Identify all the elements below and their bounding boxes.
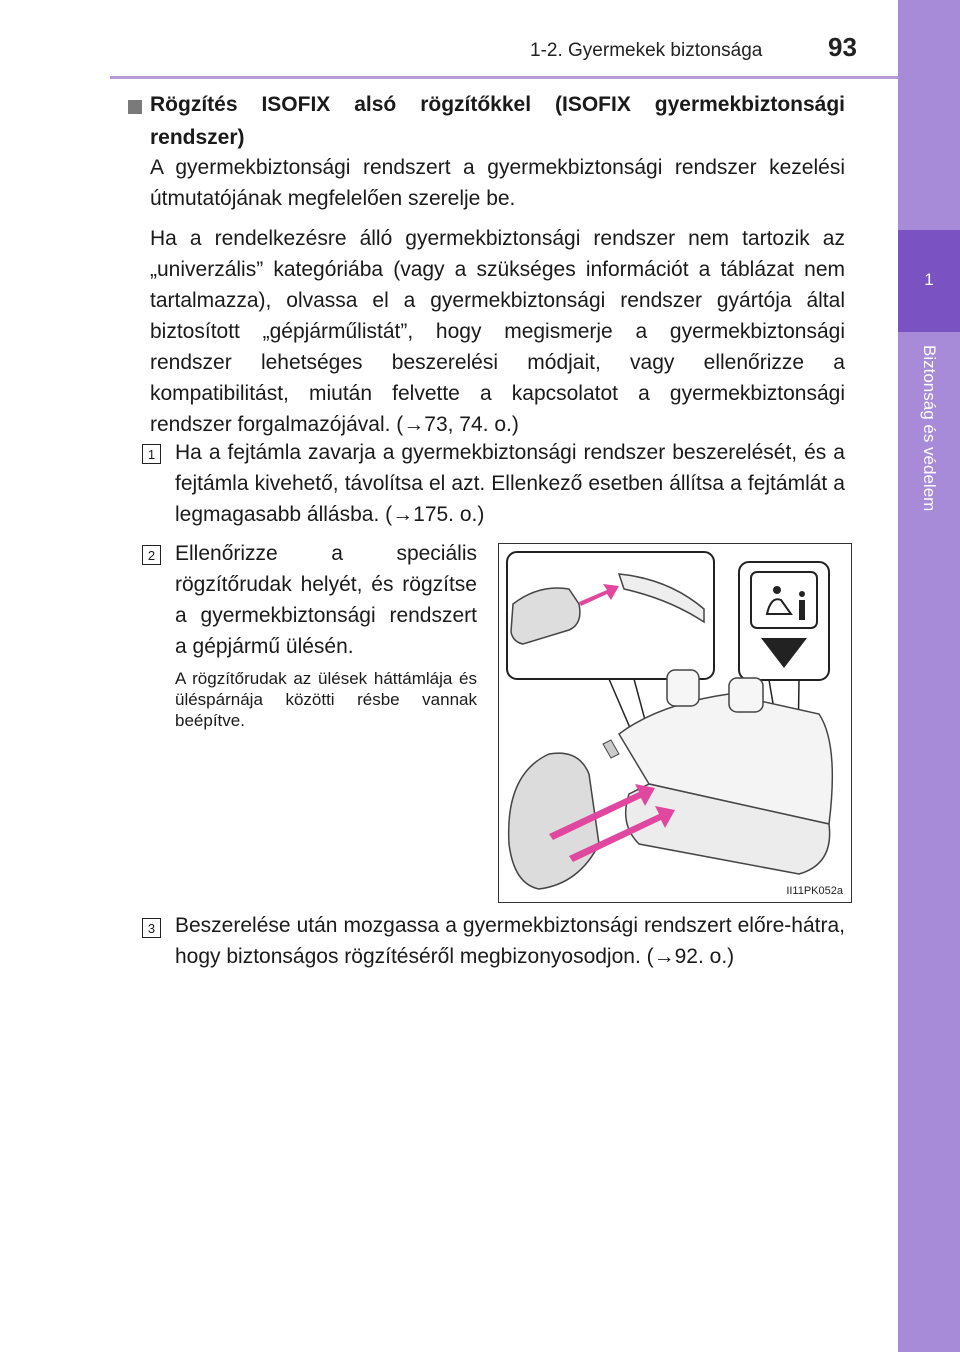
page-number: 93 — [828, 32, 857, 62]
section-header: 1-2. Gyermekek biztonsága — [530, 40, 763, 61]
isofix-child-seat-icon — [751, 572, 817, 628]
step-2-note: A rögzítőrudak az ülések háttámlája és üléspárnája közötti résbe vannak beépítve. — [175, 669, 477, 730]
headrest-left — [667, 670, 699, 706]
square-bullet-icon — [128, 100, 142, 114]
section-heading: Rögzítés ISOFIX alsó rögzítőkkel (ISOFIX gyermekbiztonsági rendszer) — [150, 93, 845, 149]
isofix-illustration — [498, 543, 852, 903]
step-number-2: 2 — [142, 545, 161, 565]
intro-paragraph: A gyermekbiztonsági rendszert a gyermekbiztonsági rendszer kezelési útmutatójának megfelelően szerelje be. — [150, 156, 845, 210]
step-1-text: Ha a fejtámla zavarja a gyermekbiztonsági rendszer beszerelését, és a fejtámla kivehető, távolítsa el azt. Ellenkező esetben állítsa a fejtámlát a legmagasabb állásba. (→175. o.) — [175, 441, 845, 526]
header-rule — [110, 76, 898, 79]
figure-code: II11PK052a — [786, 885, 843, 897]
step-2-text: Ellenőrizze a speciális rögzítőrudak helyét, és rögzítse a gyermekbiztonsági rendszert a gépjármű ülésén. — [175, 542, 477, 658]
headrest-right — [729, 678, 763, 712]
chapter-number: 1 — [924, 270, 934, 289]
seat-illustration — [499, 544, 851, 902]
chapter-side-tab — [898, 0, 960, 1352]
chapter-title: Biztonság és védelem — [920, 345, 939, 512]
step-number-3: 3 — [142, 918, 161, 938]
step-3-text: Beszerelése után mozgassa a gyermekbiztonsági rendszert előre-hátra, hogy biztonságos rögzítéséről megbizonyosodjon. (→92. o.) — [175, 914, 845, 968]
step-number-1: 1 — [142, 444, 161, 464]
compatibility-paragraph: Ha a rendelkezésre álló gyermekbiztonsági rendszer nem tartozik az „univerzális” kategóriába (vagy a szükséges információt a táblázat nem tartalmazza), olvassa el a gyermekbiztonsági rendszer gyártója által biztosított „gépjárműlistát”, hogy megismerje a gyermekbiztonsági rendszer lehetséges beszerelési módjait, vagy ellenőrizze a kompatibilitást, miután felvette a kapcsolatot a gyermekbiztonsági rendszer forgalmazójával. (→73, 74. o.) — [150, 227, 845, 436]
